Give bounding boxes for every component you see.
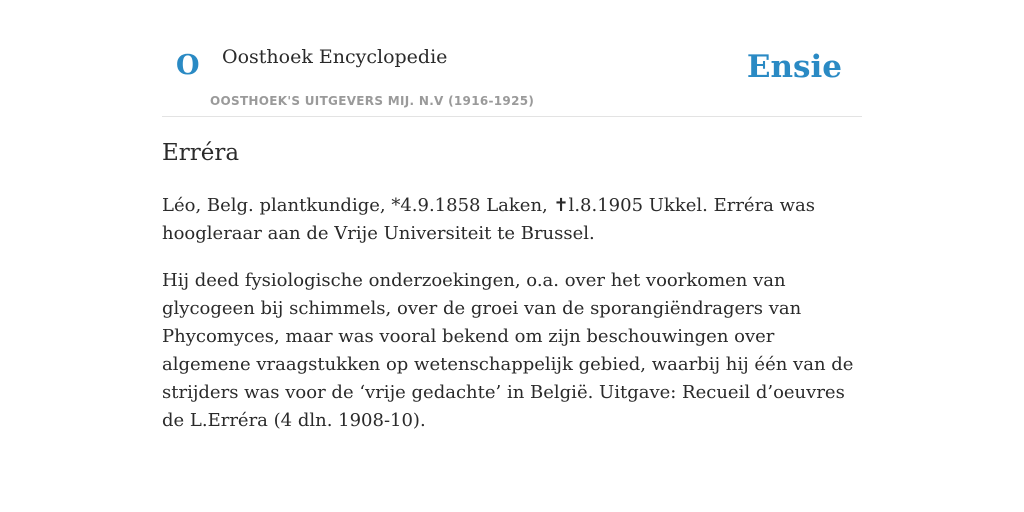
- source-title-link[interactable]: Oosthoek Encyclopedie: [222, 46, 448, 68]
- site-header: [162, 0, 862, 117]
- ensie-logo-link[interactable]: Ensie: [746, 49, 842, 85]
- publisher-label: OOSTHOEK'S UITGEVERS MIJ. N.V (1916-1925): [210, 94, 535, 108]
- page-container: [162, 0, 862, 431]
- entry-paragraph: Hij deed fysiologische onderzoekingen, o.a. over het voorkomen van glycogeen bij schimmels, over de groei van de sporangiëndragers van Phycomyces, maar was vooral bekend om zijn beschouwingen over algemene vraagstukken op wetenschappelijk gebied, waarbij hij één van de strijders was voor de ‘vrije gedachte’ in België. Uitgave: Recueil d’oeuvres de L.Erréra (4 dln. 1908-10).: [162, 270, 854, 431]
- entry-paragraph: Léo, Belg. plantkundige, *4.9.1858 Laken, ✝l.8.1905 Ukkel. Erréra was hoogleraar aan de Vrije Universiteit te Brussel.: [162, 195, 816, 244]
- entry-title: Erréra: [162, 140, 240, 166]
- source-logo[interactable]: O: [176, 50, 200, 81]
